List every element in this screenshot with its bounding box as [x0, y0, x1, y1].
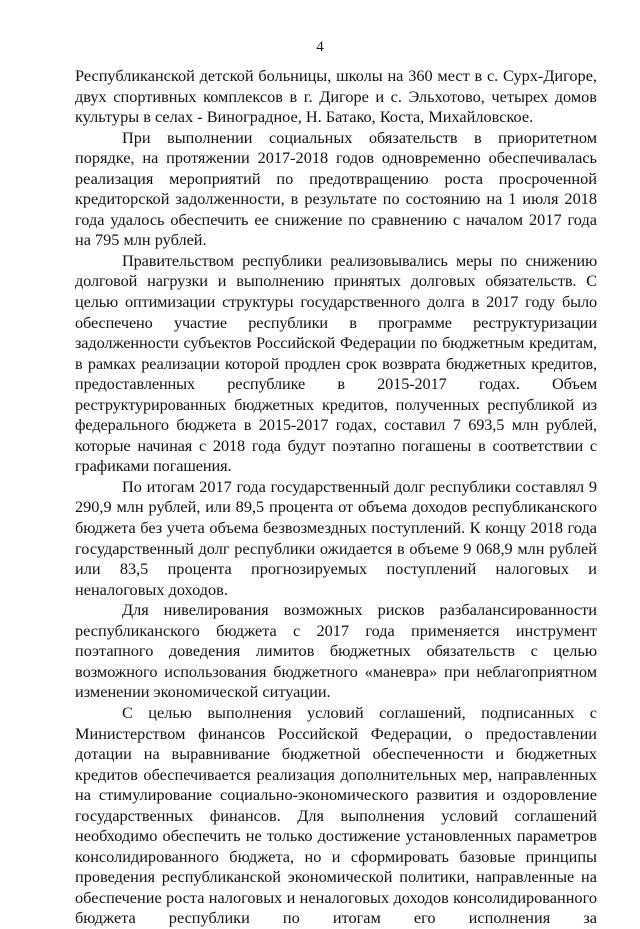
- paragraph-social-obligations: При выполнении социальных обязательств в приоритетном порядке, на протяжении 2017-2018 годов одновременно обеспечивалась реализация мероприятий по предотвращению роста просроченной кредиторской задолженности, в результате по состоянию на 1 июля 2018 года удалось обеспечить ее снижение по сравнению с началом 2017 года на 795 млн рублей.: [75, 127, 597, 250]
- paragraph-debt-restructuring: Правительством республики реализовывались меры по снижению долговой нагрузки и выполнению принятых долговых обязательств. С целью оптимизации структуры государственного долга в 2017 году было обеспечено участие республики в программе реструктуризации задолженности субъектов Российской Федерации по бюджетным кредитам, в рамках реализации которой продлен срок возврата бюджетных кредитов, предоставленных республике в 2015-2017 годах. Объем реструктурированных бюджетных кредитов, полученных республикой из федерального бюджета в 2015-2017 годах, составил 7 693,5 млн рублей, которые начиная с 2018 года будут поэтапно погашены в соответствии с графиками погашения.: [75, 250, 597, 476]
- paragraph-agreements: С целью выполнения условий соглашений, подписанных с Министерством финансов Российской Федерации, о предоставлении дотации на выравнивание бюджетной обеспеченности и бюджетных кредитов обеспечивается реализация дополнительных мер, направленных на стимулирование социально-экономического развития и оздоровление государственных финансов. Для выполнения условий соглашений необходимо обеспечить не только достижение установленных параметров консолидированного бюджета, но и сформировать базовые принципы проведения республиканской экономической политики, направленные на обеспечение роста налоговых и неналоговых доходов консолидированного бюджета республики по итогам его исполнения за: [75, 702, 597, 928]
- page-number: 4: [316, 39, 324, 55]
- paragraph-state-debt: По итогам 2017 года государственный долг республики составлял 9 290,9 млн рублей, или 89,5 процента от объема доходов республиканского бюджета без учета объема безвозмездных поступлений. К концу 2018 года государственный долг республики ожидается в объеме 9 068,9 млн рублей или 83,5 процента прогнозируемых поступлений налоговых и неналоговых доходов.: [75, 476, 597, 599]
- paragraph-continued: Республиканской детской больницы, школы на 360 мест в с. Сурх-Дигоре, двух спортивных комплексов в г. Дигоре и с. Эльхотово, четырех домов культуры в селах - Виноградное, Н. Батако, Коста, Михайловское.: [75, 66, 597, 127]
- paragraph-budget-risks: Для нивелирования возможных рисков разбалансированности республиканского бюджета с 2017 года применяется инструмент поэтапного доведения лимитов бюджетных обязательств с целью возможного использования бюджетного «маневра» при неблагоприятном изменении экономической ситуации.: [75, 600, 597, 702]
- document-body: [75, 66, 597, 929]
